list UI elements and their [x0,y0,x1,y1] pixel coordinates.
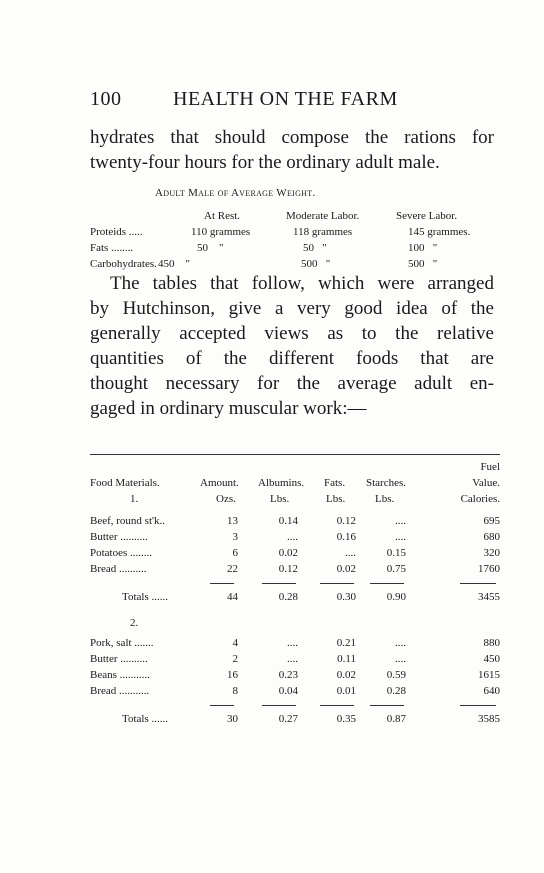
sum-rule [320,583,354,584]
table-cell: 680 [483,531,500,543]
table-row [90,653,500,669]
row-label: Butter .......... [90,531,148,543]
table-cell: 6 [232,547,238,559]
table-cell: 0.14 [278,515,298,527]
table-cell: .... [287,637,298,649]
table-cell: .... [287,531,298,543]
text-line: twenty-four hours for the ordinary adult male. [90,152,440,173]
table-row [90,563,500,579]
sum-rule [210,705,234,706]
table-cell: 880 [483,637,500,649]
column-header: Moderate Labor. [286,210,360,222]
table-cell: 44 [227,591,238,603]
table-cell: 8 [232,685,238,697]
table-cell: 50 " [303,242,327,254]
row-label: Proteids ..... [90,226,143,238]
table-cell: .... [395,637,406,649]
row-label: Potatoes ........ [90,547,153,559]
table-row [90,515,500,531]
text-line: gaged in ordinary muscular work:— [90,398,367,419]
table-cell: 0.21 [336,637,356,649]
sum-rule [320,705,354,706]
column-header: Food Materials. [90,477,160,489]
food-materials-table [90,461,500,729]
row-label: Bread .......... [90,563,147,575]
column-header: At Rest. [204,210,241,222]
sum-rule [262,705,296,706]
table-cell: 0.16 [336,531,356,543]
table-cell: 450 [483,653,500,665]
table-cell: .... [287,653,298,665]
row-label: Carbohydrates. [90,258,157,270]
unit-label: Lbs. [326,493,346,505]
sum-rule [460,583,496,584]
table-cell: 0.35 [336,713,356,725]
table-cell: 0.59 [386,669,406,681]
totals-row-1 [90,591,500,607]
table-cell: 1615 [478,669,500,681]
table-cell: 50 " [197,242,224,254]
row-label: Beef, round st'k.. [90,515,165,527]
column-header: Value. [472,477,500,489]
column-header: Amount. [200,477,239,489]
text-line: hydrates that should compose the rations for [90,127,494,148]
table-cell: 0.04 [278,685,298,697]
text-line: generally accepted views as to the relative [90,323,494,344]
table-cell: 110 grammes [191,226,251,238]
table-cell: 3585 [478,713,500,725]
table-row [90,547,500,563]
table-units-row [90,493,500,509]
table-header-row [90,477,500,493]
page-number: 100 [90,88,122,110]
table-cell: 0.28 [386,685,406,697]
table-row [90,669,500,685]
sum-rules [90,701,500,711]
table-cell: 118 grammes [293,226,353,238]
column-header: Starches. [366,477,407,489]
sum-rule [370,705,404,706]
sum-rule [210,583,234,584]
table-cell: 640 [483,685,500,697]
row-label: Pork, salt ....... [90,637,154,649]
table-cell: 320 [483,547,500,559]
table-cell: 0.87 [386,713,406,725]
table-cell: 0.75 [386,563,406,575]
table-cell: 100 " [408,242,438,254]
unit-label: Lbs. [375,493,395,505]
table-cell: 0.90 [386,591,406,603]
paragraph-hutchinson [90,271,494,421]
table-cell: 13 [227,515,238,527]
totals-row-2 [90,713,500,729]
table-cell: .... [395,515,406,527]
table-cell: 3 [232,531,238,543]
running-title: HEALTH ON THE FARM [173,88,398,110]
table-cell: .... [395,531,406,543]
table-cell: 0.02 [278,547,298,559]
table-cell: 2 [232,653,238,665]
table-cell: 22 [227,563,238,575]
table-group-1 [90,515,500,579]
row-label: Bread ........... [90,685,150,697]
unit-label: Calories. [460,493,500,505]
table-cell: 0.11 [337,653,356,665]
table-cell: 695 [483,515,500,527]
table-cell: 0.30 [336,591,356,603]
row-label: Beans ........... [90,669,150,681]
row-label: Butter .......... [90,653,148,665]
table-cell: .... [345,547,356,559]
table-header-row [90,461,500,477]
table-cell: 3455 [478,591,500,603]
table-cell: 450 " [158,258,190,270]
sum-rule [370,583,404,584]
totals-label: Totals ...... [122,591,168,603]
column-header: Albumins. [258,477,305,489]
table-cell: 500 " [301,258,331,270]
table-group-2 [90,637,500,701]
group-label: 1. [130,493,139,505]
table-cell: 145 grammes. [408,226,471,238]
table-top-rule [90,454,500,455]
group-label: 2. [130,617,139,629]
table1-caption: Adult Male of Average Weight. [155,187,316,199]
table-cell: 0.12 [278,563,298,575]
table-cell: 4 [232,637,238,649]
totals-row [90,591,500,607]
column-header-fuel: Fuel [480,461,500,473]
column-header: Fats. [324,477,346,489]
table-row [90,637,500,653]
table-cell: 500 " [408,258,438,270]
sum-rule [460,705,496,706]
table-cell: 30 [227,713,238,725]
table-cell: .... [395,653,406,665]
table-cell: 0.02 [336,563,356,575]
table-cell: 16 [227,669,238,681]
row-label: Fats ........ [90,242,134,254]
text-line: The tables that follow, which were arranged [110,273,494,294]
table-cell: 0.15 [386,547,406,559]
sum-rules [90,579,500,589]
unit-label: Lbs. [270,493,290,505]
table-cell: 0.23 [278,669,298,681]
group2-label-row [90,617,500,637]
text-line: by Hutchinson, give a very good idea of the [90,298,494,319]
text-line: quantities of the different foods that are [90,348,494,369]
totals-row [90,713,500,729]
table-row [90,531,500,547]
sum-rule [262,583,296,584]
table-cell: 0.27 [278,713,298,725]
totals-label: Totals ...... [122,713,168,725]
table-cell: 0.02 [336,669,356,681]
table-cell: 0.28 [278,591,298,603]
table-cell: 0.01 [336,685,356,697]
table-cell: 1760 [478,563,500,575]
table-cell: 0.12 [336,515,356,527]
unit-label: Ozs. [216,493,236,505]
column-header: Severe Labor. [396,210,458,222]
text-line: thought necessary for the average adult en- [90,373,494,394]
table-row [90,685,500,701]
paragraph-intro [90,125,494,175]
